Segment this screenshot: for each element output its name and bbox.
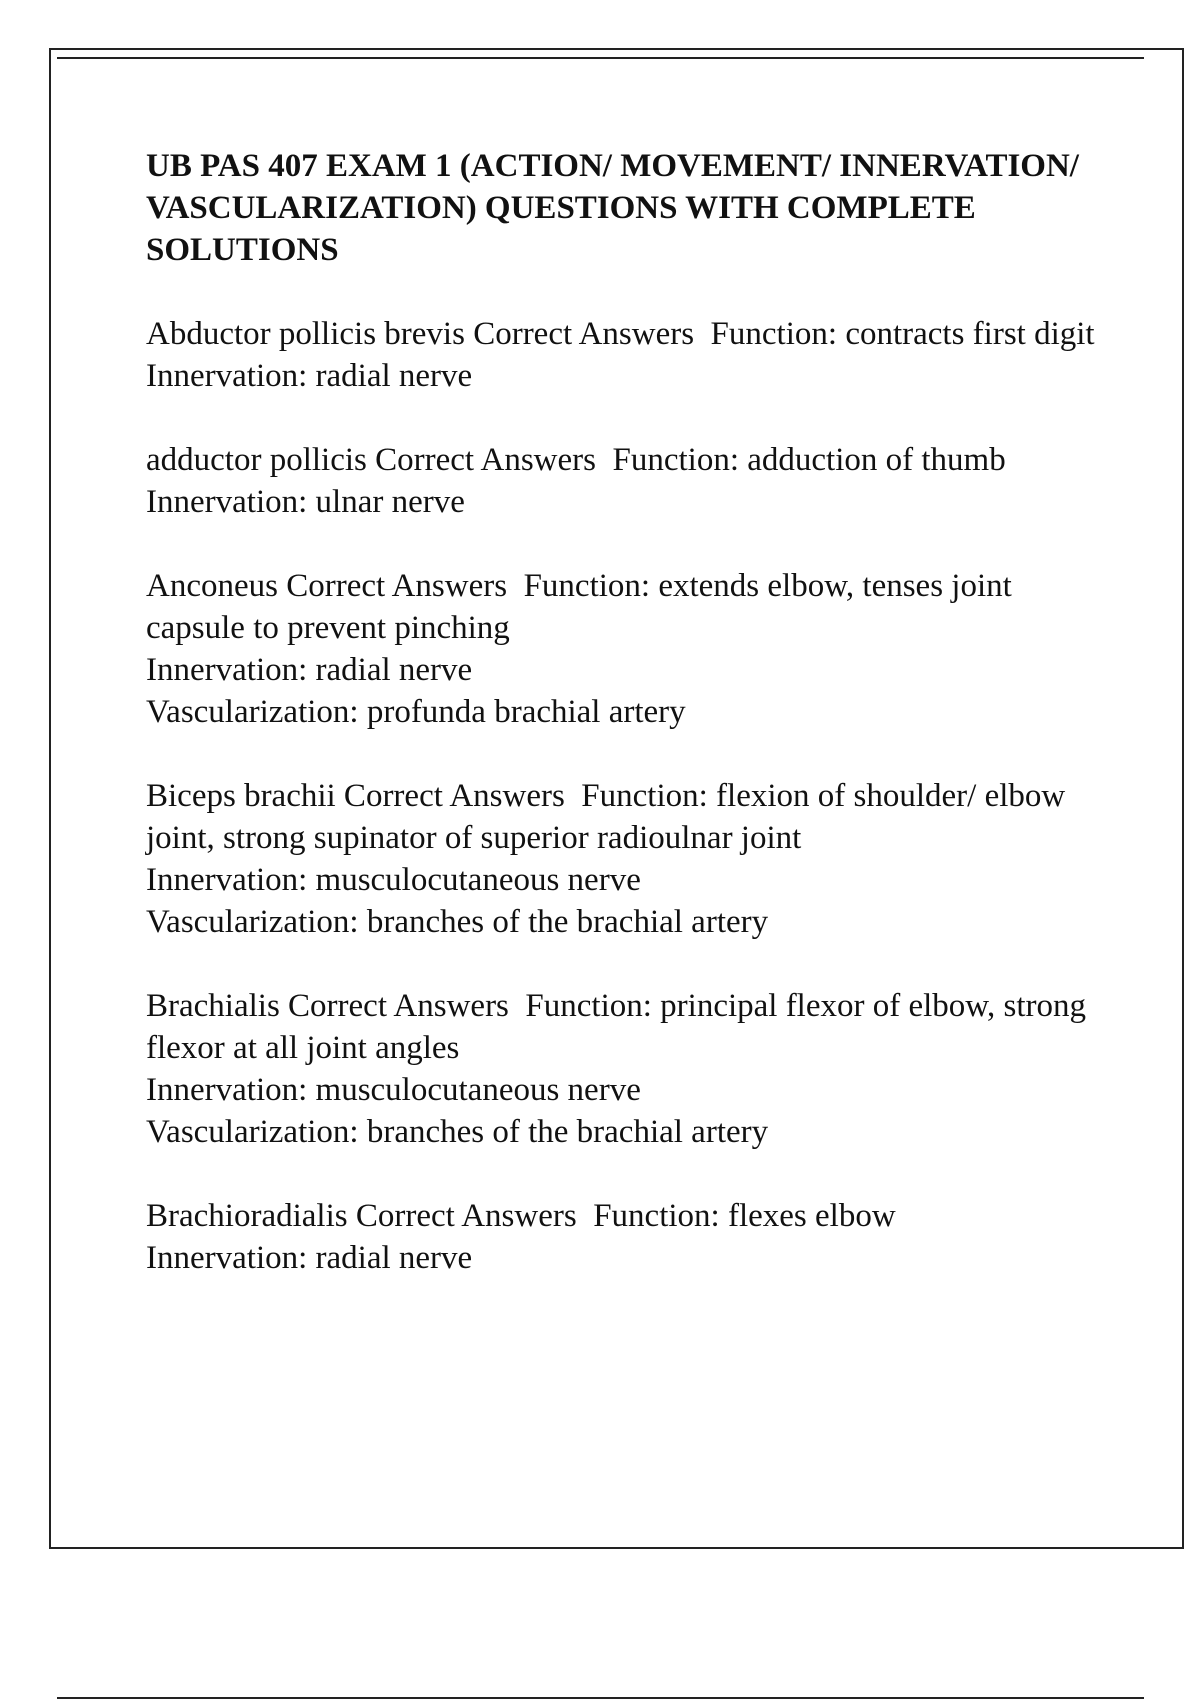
entry-innervation: Innervation: radial nerve [146, 1240, 473, 1276]
bottom-rule [57, 1697, 1144, 1699]
document-title: UB PAS 407 EXAM 1 (ACTION/ MOVEMENT/ INNERVATION/ VASCULARIZATION) QUESTIONS WITH COMPLETE SOLUTIONS [146, 148, 1079, 268]
entry-vascularization: Vascularization: profunda brachial artery [146, 694, 686, 730]
entry-question: Biceps brachii Correct Answers Function: flexion of shoulder/ elbow joint, strong supinator of superior radioulnar joint [146, 778, 1074, 856]
qa-entry-brachioradialis [146, 1195, 1106, 1279]
entry-vascularization: Vascularization: branches of the brachial artery [146, 1114, 769, 1150]
entry-question: adductor pollicis Correct Answers Function: adduction of thumb [146, 442, 1006, 478]
qa-entry-adductor-pollicis [146, 439, 1106, 523]
entry-question: Brachialis Correct Answers Function: principal flexor of elbow, strong flexor at all joint angles [146, 988, 1095, 1066]
entry-innervation: Innervation: musculocutaneous nerve [146, 1072, 641, 1108]
document-content [146, 145, 1106, 1279]
qa-entry-brachialis [146, 985, 1106, 1153]
entry-innervation: Innervation: radial nerve [146, 358, 473, 394]
entry-innervation: Innervation: ulnar nerve [146, 484, 465, 520]
entry-innervation: Innervation: radial nerve [146, 652, 473, 688]
qa-entry-biceps-brachii [146, 775, 1106, 943]
entry-question: Brachioradialis Correct Answers Function: flexes elbow [146, 1198, 896, 1234]
entry-vascularization: Vascularization: branches of the brachial artery [146, 904, 769, 940]
entry-question: Abductor pollicis brevis Correct Answers Function: contracts first digit [146, 316, 1095, 352]
entry-innervation: Innervation: musculocutaneous nerve [146, 862, 641, 898]
entry-question: Anconeus Correct Answers Function: extends elbow, tenses joint capsule to prevent pinching [146, 568, 1021, 646]
qa-entry-abductor-pollicis-brevis [146, 313, 1106, 397]
qa-entry-anconeus [146, 565, 1106, 733]
